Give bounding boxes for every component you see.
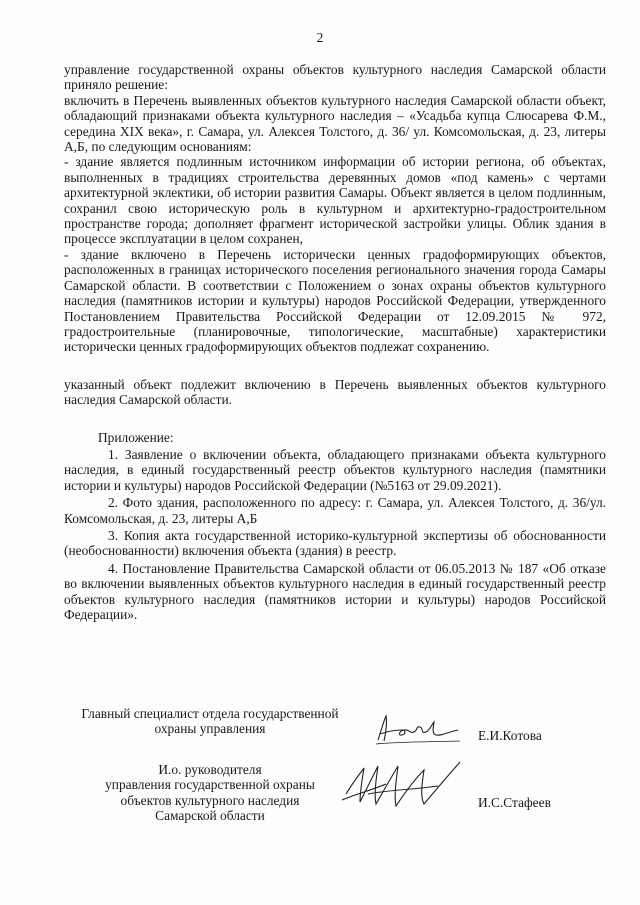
- signer-title-line: управления государственной охраны: [105, 777, 315, 793]
- attachment-item: 3. Копия акта государственной историко-культурной экспертизы об обоснованности (необоснованности) включения объекта (здания) в реестр.: [64, 527, 606, 559]
- attachment-item: 4. Постановление Правительства Самарской области от 06.05.2013 № 187 «Об отказе во включении выявленных объектов культурного наследия в единый государственный реестр объектов культурного наследия (памятников истории и культуры) народов Российской Федерации».: [64, 560, 606, 622]
- paragraph-include-object: включить в Перечень выявленных объектов культурного наследия Самарской области объект, обладающий признаками объекта культурного наследия – «Усадьба купца Слюсарева Ф.М., середина XIX века», г. Самара, ул. Алексея Толстого, д. 36/ ул. Комсомольская, д. 23, литеры А,Б, по следующим основаниям:: [64, 92, 606, 155]
- attachment-item: 2. Фото здания, расположенного по адресу: г. Самара, ул. Алексея Толстого, д. 36/ул. Комсомольская, д. 23, литеры А,Б: [64, 495, 606, 526]
- paragraph-decision-intro: управление государственной охраны объектов культурного наследия Самарской области приняло решение:: [64, 62, 606, 93]
- attachments-heading: Приложение:: [98, 429, 174, 445]
- signer-title-line: Главный специалист отдела государственной: [81, 706, 339, 721]
- signature-block-specialist: [0, 706, 640, 756]
- paragraph-basis-1: - здание является подлинным источником информации об истории региона, об объектах, выполненных в традициях строительства деревянных домов «под камень» с чертами архитектурной эклектики, об истории развития Самары. Объект является в целом подлинным, сохранил свою историческую роль в культурном и архитектурно-градостроительном пространстве города; дополняет фрагмент исторической застройки улицы. Облик здания в процессе эксплуатации в целом сохранен,: [64, 154, 606, 247]
- signer-name: Е.И.Котова: [478, 728, 542, 743]
- signature-block-head: [0, 762, 640, 832]
- paragraph-basis-2: - здание включено в Перечень исторически ценных градоформирующих объектов, расположенных в границах исторического поселения регионального значения города Самары Самарской области. В соответствии с Положением о зонах охраны объектов культурного наследия (памятников истории и культуры) народов Российской Федерации, утвержденного Постановлением Правительства Российской Федерации от 12.09.2015 № 972, градостроительные (планировочные, типологические, масштабные) характеристики исторически ценных градоформирующих объектов подлежат сохранению.: [64, 246, 606, 355]
- document-body: [64, 62, 606, 622]
- signer-title-line: И.о. руководителя: [158, 762, 262, 777]
- signer-title: [64, 706, 356, 737]
- signer-title: [64, 762, 356, 824]
- attachment-item: 1. Заявление о включении объекта, обладающего признаками объекта культурного наследия, в единый государственный реестр объектов культурного наследия (памятники истории и культуры) народов Российской Федерации (№5163 от 29.09.2021).: [64, 446, 606, 493]
- signer-title-line: охраны управления: [154, 721, 266, 737]
- handwritten-signature-kotova: [372, 708, 464, 748]
- signer-title-line: объектов культурного наследия: [120, 792, 300, 808]
- signer-name: И.С.Стафеев: [478, 795, 551, 810]
- signer-title-line: Самарской области: [155, 808, 265, 824]
- page-number: 2: [316, 30, 324, 45]
- handwritten-signature-stafeev: [338, 754, 474, 816]
- paragraph-conclusion: указанный объект подлежит включению в Перечень выявленных объектов культурного наследия Самарской области.: [64, 376, 606, 408]
